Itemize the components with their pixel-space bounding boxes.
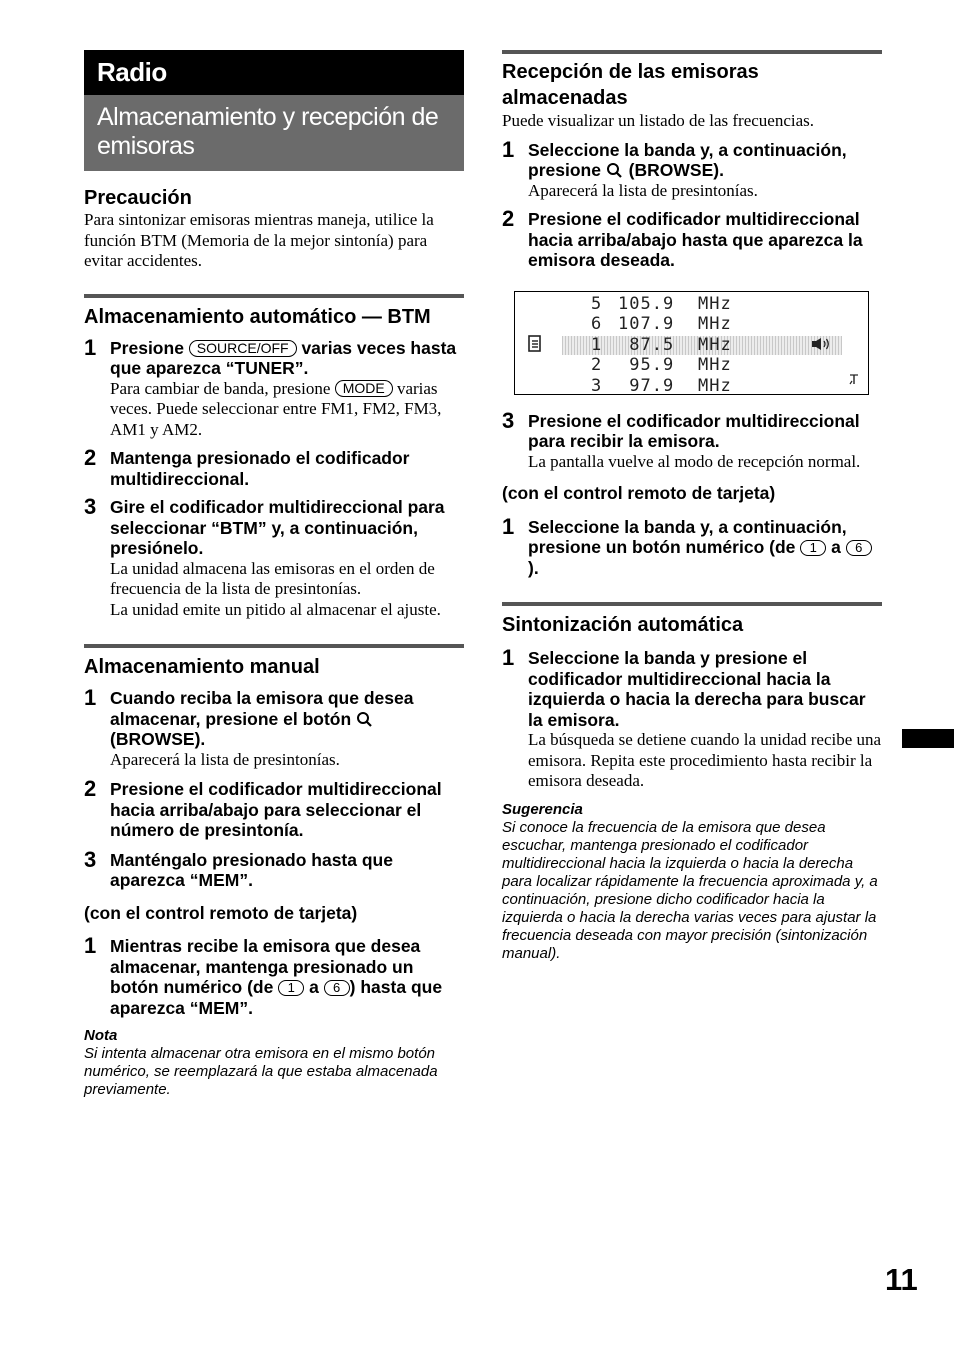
step-instruction: Manténgalo presionado hasta que aparezca “MEM”. xyxy=(110,849,393,890)
frequency-unit: MHz xyxy=(698,375,732,396)
step-description: Aparecerá la lista de presintonías. xyxy=(528,180,758,200)
left-column xyxy=(84,50,464,1099)
number-button-6-icon: 6 xyxy=(324,980,350,996)
section-rule xyxy=(84,294,464,298)
reception-intro: Puede visualizar un listado de las frecuencias. xyxy=(502,111,815,130)
precaution-heading: Precaución xyxy=(84,187,192,209)
step-instruction: Mantenga presionado el codificador multidireccional. xyxy=(110,448,410,489)
preset-row xyxy=(562,356,842,375)
step-number: 1 xyxy=(502,136,515,162)
section-rule xyxy=(84,644,464,648)
search-icon xyxy=(606,162,624,178)
step-description: La búsqueda se detiene cuando la unidad recibe una emisora. Repita este procedimiento hasta recibir la emisora deseada. xyxy=(528,730,882,790)
preset-frequency: 87.5 xyxy=(618,334,675,355)
preset-number: 3 xyxy=(591,375,603,396)
preset-row xyxy=(562,377,842,396)
preset-frequency: 95.9 xyxy=(618,355,675,375)
note-text: Si intenta almacenar otra emisora en el mismo botón numérico, se reemplazará la que estaba almacenada previamente. xyxy=(84,1045,438,1098)
search-icon xyxy=(356,711,374,727)
manual-step-3 xyxy=(84,846,464,891)
preset-number: 2 xyxy=(591,355,603,375)
frequency-unit: MHz xyxy=(698,314,732,334)
preset-number: 5 xyxy=(591,293,603,314)
page-number: 11 xyxy=(885,1262,918,1297)
frequency-unit: MHz xyxy=(698,293,732,314)
section-rule xyxy=(502,602,882,606)
step-instruction: Seleccione la banda y presione el codificador multidireccional hacia la izquierda o hacia la derecha para buscar la emisora. xyxy=(528,648,866,730)
step-description: Para cambiar de banda, presione MODE varias veces. Puede seleccionar entre FM1, FM2, FM3, AM1 y AM2. xyxy=(110,378,442,439)
step-instruction: Seleccione la banda y, a continuación, presione (BROWSE). xyxy=(528,139,847,180)
reception-remote-step-1 xyxy=(502,513,882,579)
btm-step-2 xyxy=(84,445,464,489)
step-instruction: Gire el codificador multidireccional para seleccionar “BTM” y, a continuación, presiónelo. xyxy=(110,497,445,558)
preset-row xyxy=(562,295,842,314)
step-number: 3 xyxy=(84,494,97,519)
preset-frequency: 97.9 xyxy=(618,375,675,396)
reception-step-1 xyxy=(502,136,882,202)
auto-tuning-heading: Sintonización automática xyxy=(502,614,744,636)
right-column xyxy=(502,50,882,963)
tip-title: Sugerencia xyxy=(502,800,583,818)
manual-remote-step-1 xyxy=(84,933,464,1018)
step-description: La pantalla vuelve al modo de recepción normal. xyxy=(528,451,861,471)
step-number: 1 xyxy=(84,334,97,360)
frequency-unit: MHz xyxy=(698,355,732,375)
preset-frequency: 105.9 xyxy=(618,293,675,314)
preset-number: 6 xyxy=(591,314,603,334)
remote-subhead: (con el control remoto de tarjeta) xyxy=(502,483,776,503)
step-instruction: Cuando reciba la emisora que desea almacenar, presione el botón (BROWSE). xyxy=(110,688,414,749)
manual-step-1 xyxy=(84,685,464,770)
step-instruction: Presione el codificador multidireccional hacia arriba/abajo para seleccionar el número de presintonía. xyxy=(110,779,442,840)
number-button-1-icon: 1 xyxy=(800,540,826,556)
step-instruction: Presione el codificador multidireccional hacia arriba/abajo hasta que aparezca la emisora deseada. xyxy=(528,209,863,270)
manual-step-2 xyxy=(84,776,464,841)
manual-heading: Almacenamiento manual xyxy=(84,656,320,678)
precaution-text: Para sintonizar emisoras mientras maneja, utilice la función BTM (Memoria de la mejor sintonía) para evitar accidentes. xyxy=(84,210,434,270)
step-instruction: Mientras recibe la emisora que desea almacenar, mantenga presionado un botón numérico (de 1 a 6 ) hasta que aparezca “MEM”. xyxy=(110,936,443,1018)
preset-list-display xyxy=(514,291,869,395)
reception-step-3 xyxy=(502,407,882,473)
preset-list-icon xyxy=(527,335,543,353)
step-number: 2 xyxy=(84,776,97,801)
section-subtitle-banner: Almacenamiento y recepción de emisoras xyxy=(84,95,464,171)
step-instruction: Presione SOURCE/OFF varias veces hasta que aparezca “TUNER”. xyxy=(110,337,457,378)
remote-subhead: (con el control remoto de tarjeta) xyxy=(84,902,358,923)
step-description: Aparecerá la lista de presintonías. xyxy=(110,749,340,769)
btm-step-3 xyxy=(84,494,464,620)
btm-step-1 xyxy=(84,334,464,441)
step-number: 1 xyxy=(84,685,97,710)
preset-row xyxy=(562,315,842,334)
step-description: La unidad emite un pitido al almacenar el ajuste. xyxy=(110,599,441,619)
step-number: 1 xyxy=(84,933,97,958)
preset-number: 1 xyxy=(591,334,603,355)
section-banner: Radio xyxy=(84,50,464,95)
thumb-index-tab xyxy=(902,729,954,748)
number-button-6-icon: 6 xyxy=(846,540,872,556)
step-number: 3 xyxy=(84,846,97,872)
step-number: 1 xyxy=(502,513,515,539)
number-button-1-icon: 1 xyxy=(278,980,304,996)
signal-antenna-icon xyxy=(848,373,860,385)
step-instruction: Presione el codificador multidireccional para recibir la emisora. xyxy=(528,410,860,451)
speaker-icon xyxy=(810,337,832,351)
note-title: Nota xyxy=(84,1027,118,1044)
preset-row xyxy=(562,336,842,355)
tip-text: Si conoce la frecuencia de la emisora que desea escuchar, mantenga presionado el codificador multidireccional hacia la izquierda o hacia la derecha para localizar rápidamente la frecuencia aproximada y, a continuación, presione dicho codificador hacia la izquierda o hacia la derecha varias veces para ajustar la frecuencia deseada con mayor precisión (sintonización manual). xyxy=(502,818,878,962)
step-number: 1 xyxy=(502,645,515,670)
preset-frequency: 107.9 xyxy=(618,314,675,334)
source-off-button-icon: SOURCE/OFF xyxy=(189,340,297,357)
frequency-unit: MHz xyxy=(698,334,732,355)
mode-button-icon: MODE xyxy=(335,380,393,397)
step-instruction: Seleccione la banda y, a continuación, presione un botón numérico (de 1 a 6). xyxy=(528,517,882,579)
section-rule xyxy=(502,50,882,54)
btm-heading: Almacenamiento automático — BTM xyxy=(84,305,431,328)
step-number: 3 xyxy=(502,407,515,433)
step-number: 2 xyxy=(502,206,515,231)
reception-step-2 xyxy=(502,206,882,271)
step-number: 2 xyxy=(84,445,97,470)
auto-tuning-step-1 xyxy=(502,645,882,792)
reception-heading: Recepción de las emisoras almacenadas xyxy=(502,61,759,109)
step-description: La unidad almacena las emisoras en el orden de frecuencia de la lista de presintonías. xyxy=(110,558,435,598)
